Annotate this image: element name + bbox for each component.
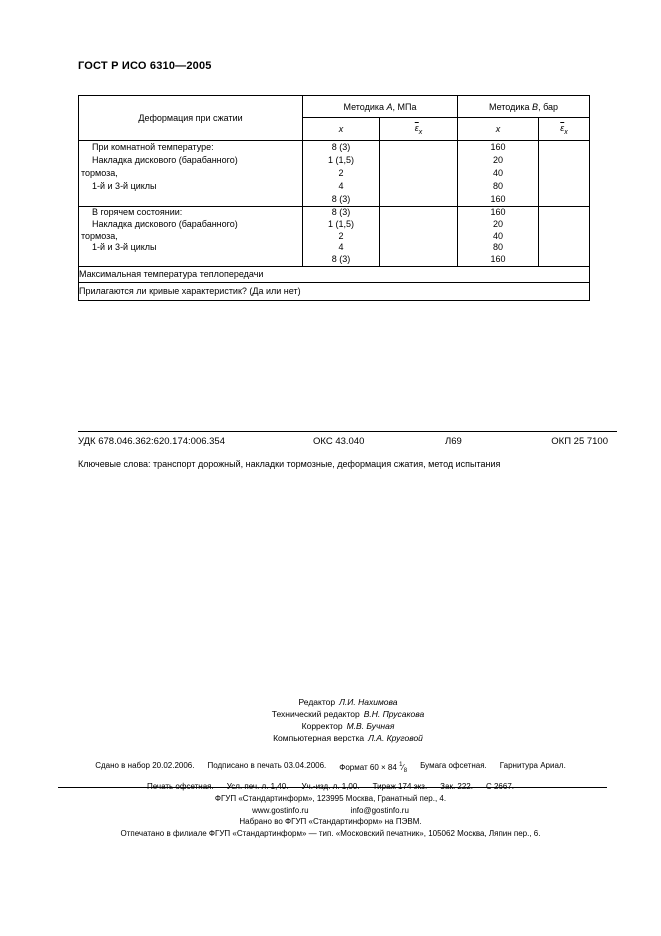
typeset-note: Набрано во ФГУП «Стандартинформ» на ПЭВМ. [239, 817, 422, 826]
method-a-value: 2 [338, 168, 344, 178]
publisher-website: www.gostinfo.ru [252, 805, 309, 815]
table-row-room-temperature [79, 141, 590, 207]
method-b-value: 40 [492, 230, 503, 241]
horizontal-rule-top [78, 431, 617, 432]
method-a-value: 2 [338, 230, 344, 241]
deformation-label-line: В горячем состоянии: [92, 207, 183, 217]
udk-code: УДК 678.046.362:620.174:006.354 [78, 436, 226, 447]
subheader-method-b-eps: $\overline{\varepsilon}_x$ [539, 118, 590, 141]
credit-line-technical-editor: Технический редактор В.Н. Прусакова [271, 709, 425, 719]
subheader-method-a-eps: $\overline{\varepsilon}_x$ [380, 118, 458, 141]
curves-question-label: Прилагаются ли кривые характеристик? (Да или нет) [79, 282, 590, 300]
method-a-value: 1 (1,5) [327, 218, 354, 229]
column-header-method-b: Методика B, бар [458, 96, 590, 118]
column-header-deformation: Деформация при сжатии [79, 96, 303, 141]
deformation-label-line: тормоза, [81, 230, 118, 241]
method-a-value: 4 [338, 242, 344, 253]
credit-line-editor: Редактор Л.И. Нахимова [298, 697, 398, 707]
subject-code: Л69 [445, 436, 462, 447]
method-b-value: 80 [492, 242, 503, 253]
colophon-block [40, 793, 621, 839]
compression-deformation-table [78, 95, 590, 301]
method-b-value: 160 [490, 142, 506, 152]
method-b-eps-cell-empty [539, 141, 590, 207]
method-b-value: 40 [492, 168, 503, 178]
method-a-eps-cell-empty [380, 141, 458, 207]
imprint-format: Формат 60 × 84 $^1⁄_8$ [339, 762, 408, 774]
method-a-value: 8 (3) [331, 194, 351, 204]
method-b-value: 160 [490, 207, 506, 217]
method-b-value: 160 [490, 254, 506, 265]
oks-code: ОКС 43.040 [313, 436, 365, 447]
method-b-value: 160 [490, 194, 506, 204]
column-header-method-a: Методика A, МПа [303, 96, 458, 118]
method-b-x-values [458, 207, 539, 267]
credits-block [78, 696, 618, 744]
method-a-value: 1 (1,5) [327, 155, 354, 165]
method-b-value: 80 [492, 181, 503, 191]
imprint-typeface: Гарнитура Ариал. [499, 761, 566, 770]
credit-line-layout: Компьютерная верстка Л.А. Круговой [273, 733, 423, 743]
imprint-block [40, 758, 621, 794]
okp-code: ОКП 25 7100 [551, 436, 608, 447]
publisher-address: ФГУП «Стандартинформ», 123995 Москва, Гранатный пер., 4. [214, 794, 447, 803]
method-a-value: 4 [338, 181, 344, 191]
deformation-label-cell [79, 141, 303, 207]
table-row-max-temperature [79, 266, 590, 282]
table-row-curves-question [79, 282, 590, 300]
method-b-x-values [458, 141, 539, 207]
deformation-label-line: Накладка дискового (барабанного) [92, 155, 238, 165]
method-b-eps-cell-empty [539, 207, 590, 267]
imprint-signed-date: Подписано в печать 03.04.2006. [207, 761, 327, 770]
table-row-hot-state [79, 207, 590, 267]
method-a-eps-cell-empty [380, 207, 458, 267]
method-a-x-values [303, 207, 380, 267]
max-temperature-label: Максимальная температура теплопередачи [79, 266, 590, 282]
method-a-value: 8 (3) [331, 142, 351, 152]
deformation-label-cell [79, 207, 303, 267]
classification-row [78, 436, 608, 450]
imprint-line-1 [40, 758, 621, 779]
method-a-value: 8 (3) [331, 207, 351, 217]
standard-code-heading: ГОСТ Р ИСО 6310—2005 [78, 60, 212, 72]
publisher-email: info@gostinfo.ru [350, 805, 409, 815]
method-b-value: 20 [492, 218, 503, 229]
imprint-paper: Бумага офсетная. [420, 761, 487, 770]
horizontal-rule-bottom [58, 787, 607, 788]
method-a-value: 8 (3) [331, 254, 351, 265]
deformation-label-line: тормоза, [81, 168, 118, 178]
subheader-method-a-x: x [303, 118, 380, 141]
printer-note: Отпечатано в филиале ФГУП «Стандартинформ» — тип. «Московский печатник», 105062 Москва, Ляпин пер., 6. [120, 828, 541, 838]
deformation-label-line: Накладка дискового (барабанного) [92, 218, 238, 229]
publisher-contacts [40, 805, 621, 817]
method-b-value: 20 [492, 155, 503, 165]
deformation-label-line: 1-й и 3-й циклы [92, 242, 157, 253]
subheader-method-b-x: x [458, 118, 539, 141]
keywords-line: Ключевые слова: транспорт дорожный, накладки тормозные, деформация сжатия, метод испытания [78, 459, 501, 469]
deformation-label-line: 1-й и 3-й циклы [92, 181, 157, 191]
imprint-typeset-date: Сдано в набор 20.02.2006. [95, 761, 195, 770]
deformation-label-line: При комнатной температуре: [92, 142, 214, 152]
credit-line-corrector: Корректор М.В. Бучная [301, 721, 395, 731]
method-a-x-values [303, 141, 380, 207]
